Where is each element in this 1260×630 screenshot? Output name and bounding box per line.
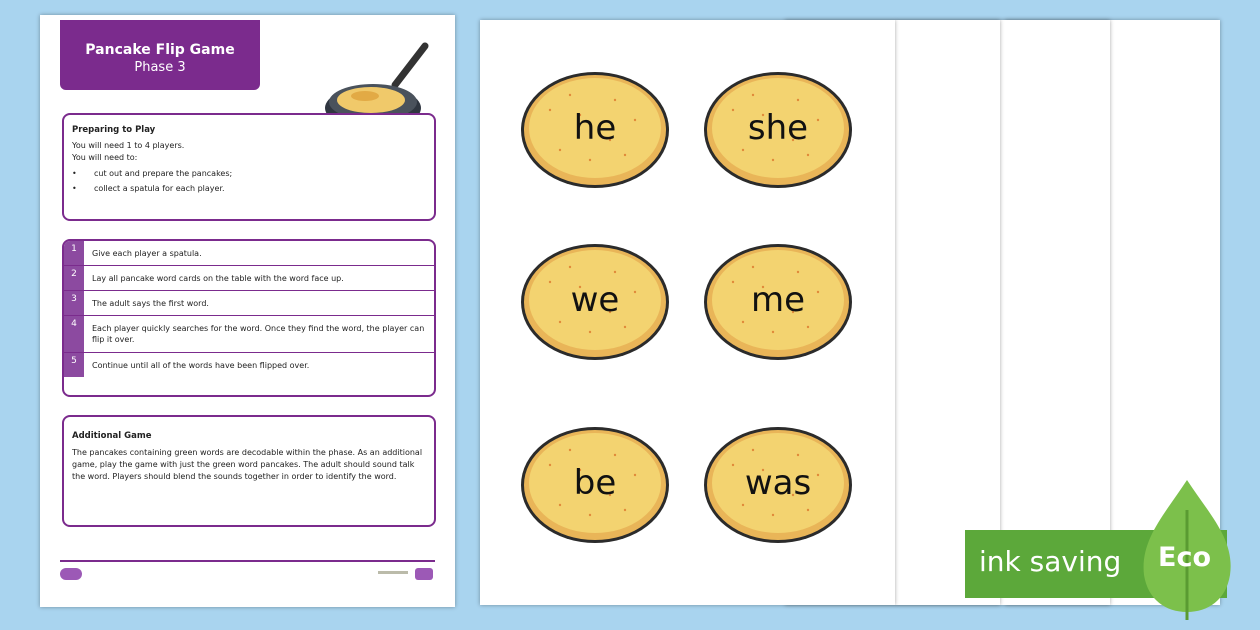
word-label: he [573, 108, 617, 148]
preparing-line: You will need 1 to 4 players. [72, 141, 185, 150]
word-label: me [750, 280, 806, 320]
step-number: 4 [64, 316, 84, 352]
step-number: 1 [64, 241, 84, 265]
instruction-sheet [40, 15, 455, 607]
step-row [64, 266, 434, 291]
step-number: 5 [64, 353, 84, 377]
footer-url [378, 571, 408, 574]
brand-logo [60, 568, 82, 580]
step-text: The adult says the first word. [92, 299, 209, 308]
game-subtitle: Phase 3 [134, 60, 186, 75]
additional-text: The pancakes containing green words are decodable within the phase. As an additional game, play the game with just the green word pancakes. The adult should sound talk the word. Players should blend the sounds together in order to identify the word. [72, 448, 423, 481]
word-label: she [747, 108, 809, 148]
preparing-bullet: • collect a spatula for each player. [72, 184, 225, 193]
additional-game-box [62, 415, 436, 527]
eco-leaf-icon [1140, 480, 1235, 624]
word-card-sheet-front [480, 20, 895, 605]
word-label: be [573, 463, 617, 503]
step-row [64, 241, 434, 266]
step-row [64, 353, 434, 377]
preparing-box [62, 113, 436, 221]
steps-box [62, 239, 436, 397]
step-number: 3 [64, 291, 84, 315]
step-text: Each player quickly searches for the word. Once they find the word, the player can flip it over. [92, 324, 425, 344]
footer-badge-icon [415, 568, 433, 580]
game-title: Pancake Flip Game [85, 42, 235, 58]
preparing-heading: Preparing to Play [72, 125, 156, 135]
title-banner [60, 20, 260, 90]
ink-saving-label: ink saving [979, 545, 1122, 578]
step-text: Give each player a spatula. [92, 249, 202, 258]
preparing-line: You will need to: [72, 153, 138, 162]
step-text: Lay all pancake word cards on the table with the word face up. [92, 274, 344, 283]
preparing-bullet: • cut out and prepare the pancakes; [72, 169, 233, 178]
eco-label: Eco [1158, 542, 1211, 573]
step-row [64, 316, 434, 353]
additional-heading: Additional Game [72, 431, 152, 441]
step-row [64, 291, 434, 316]
step-text: Continue until all of the words have been flipped over. [92, 361, 310, 370]
word-label: we [570, 280, 620, 320]
footer-rule [60, 560, 435, 562]
step-number: 2 [64, 266, 84, 290]
word-label: was [744, 463, 812, 503]
